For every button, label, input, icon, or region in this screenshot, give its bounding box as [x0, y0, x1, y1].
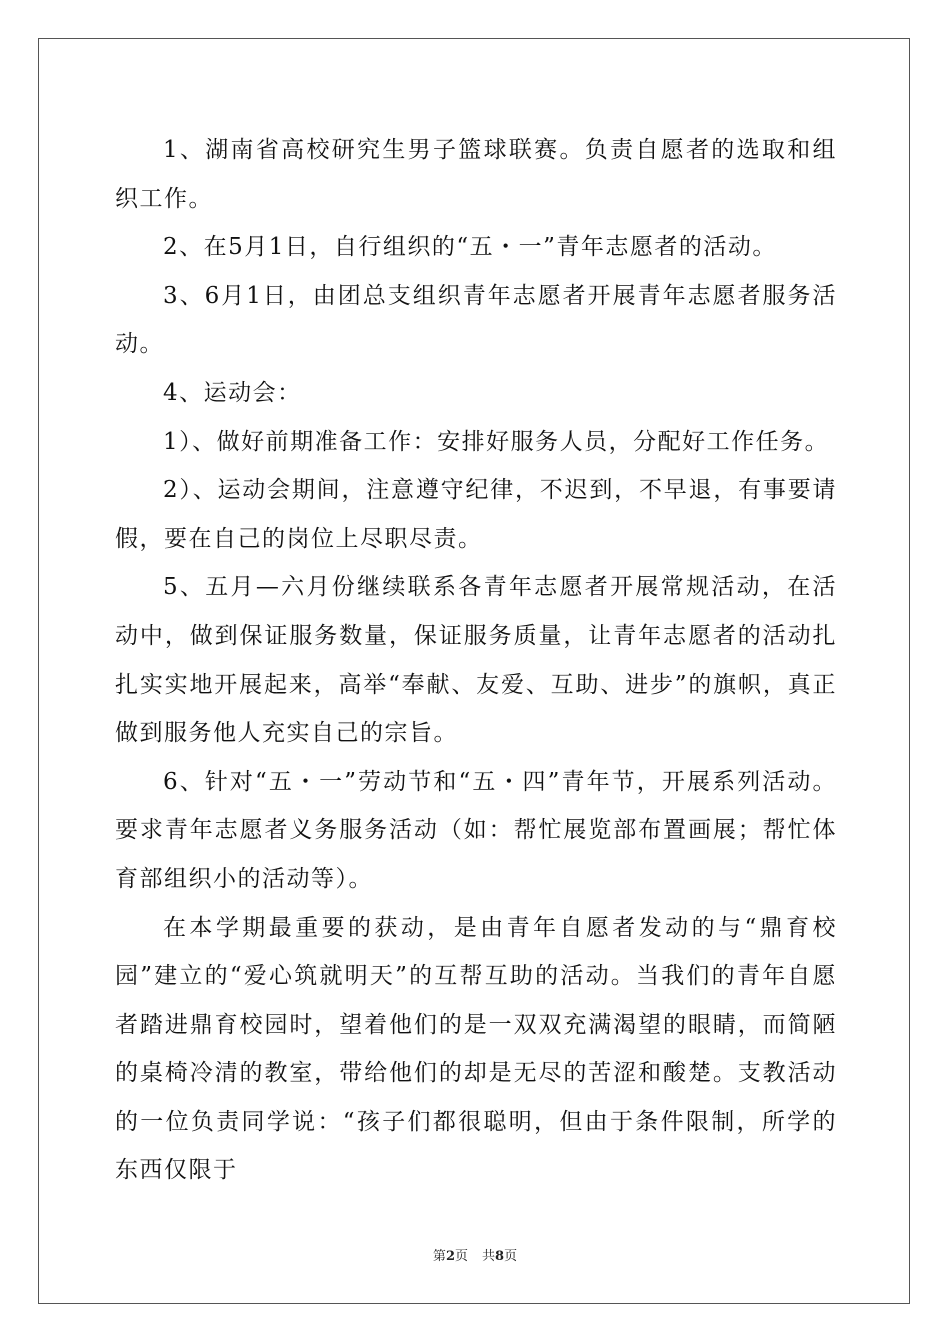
page-suffix: 页 — [454, 1249, 468, 1264]
paragraph-subitem-2: 2）、运动会期间，注意遵守纪律，不迟到，不早退，有事要请假，要在自己的岗位上尽职尽责。 — [115, 477, 837, 552]
document-body — [115, 126, 837, 1195]
paragraph-summary: 在本学期最重要的获动，是由青年自愿者发动的与“鼎育校园”建立的“爱心筑就明天”的互帮互助的活动。当我们的青年自愿者踏进鼎育校园时，望着他们的是一双双充满渴望的眼睛，而简陋的桌椅冷清的教室，带给他们的却是无尽的苦涩和酸楚。支教活动的一位负责同学说：“孩子们都很聪明，但由于条件限制，所学的东西仅限于 — [115, 914, 837, 1184]
paragraph-item-5: 5、五月—六月份继续联系各青年志愿者开展常规活动，在活动中，做到保证服务数量，保证服务质量，让青年志愿者的活动扎扎实实地开展起来，高举“奉献、友爱、互助、进步”的旗帜，真正做到服务他人充实自己的宗旨。 — [115, 574, 837, 747]
paragraph-item-3: 3、6月1日，由团总支组织青年志愿者开展青年志愿者服务活动。 — [115, 282, 837, 358]
total-suffix: 页 — [504, 1249, 518, 1264]
total-prefix: 共 — [482, 1249, 496, 1264]
paragraph-item-4: 4、运动会： — [163, 379, 302, 406]
paragraph-item-2: 2、在5月1日，自行组织的“五・一”青年志愿者的活动。 — [163, 234, 777, 261]
total-page-count: 8 — [495, 1249, 505, 1264]
paragraph-item-1: 1、湖南省高校研究生男子篮球联赛。负责自愿者的选取和组织工作。 — [115, 137, 837, 212]
current-page-number: 2 — [445, 1249, 455, 1264]
page-footer — [0, 1245, 950, 1264]
paragraph-item-6: 6、针对“五・一”劳动节和“五・四”青年节，开展系列活动。要求青年志愿者义务服务活动（如：帮忙展览部布置画展；帮忙体育部组织小的活动等）。 — [115, 768, 837, 892]
page-prefix: 第 — [432, 1249, 446, 1264]
paragraph-subitem-1: 1）、做好前期准备工作：安排好服务人员，分配好工作任务。 — [163, 428, 830, 455]
